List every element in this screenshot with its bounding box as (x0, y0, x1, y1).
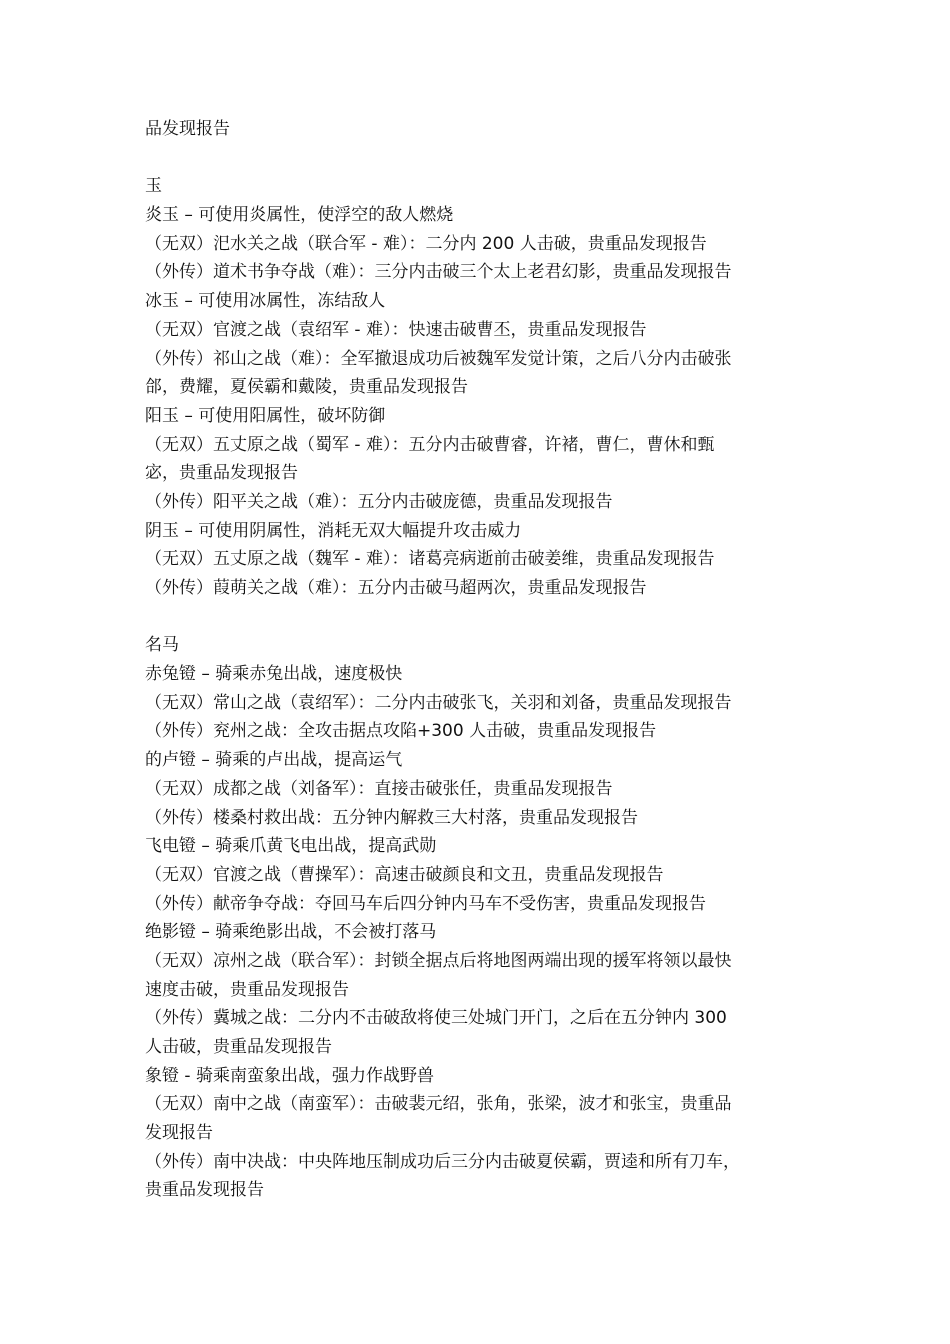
text-line: （无双）官渡之战（曹操军）：高速击破颜良和文丑，贵重品发现报告 (145, 864, 664, 885)
item-title: 阳玉 – 可使用阳属性，破坏防御 (145, 405, 386, 426)
text-line: 贵重品发现报告 (145, 1180, 264, 1201)
text-line: （无双）成都之战（刘备军）：直接击破张任，贵重品发现报告 (145, 778, 613, 799)
text-line: 品发现报告 (145, 119, 230, 139)
text-line: （无双）官渡之战（袁绍军 - 难）：快速击破曹丕，贵重品发现报告 (145, 319, 647, 340)
item-title: 阴玉 – 可使用阴属性，消耗无双大幅提升攻击威力 (145, 520, 522, 541)
text-line: 发现报告 (145, 1123, 213, 1144)
text-line: （外传）葭萌关之战（难）：五分内击破马超两次，贵重品发现报告 (145, 578, 647, 598)
text-line: 速度击破，贵重品发现报告 (145, 979, 349, 1000)
text-line: （外传）冀城之战：二分内不击破敌将使三处城门开门，之后在五分钟内 300 (145, 1008, 727, 1029)
item-title: 冰玉 – 可使用冰属性，冻结敌人 (145, 291, 386, 312)
item-title: 的卢镫 – 骑乘的卢出战，提高运气 (145, 750, 403, 771)
section-heading-jade: 玉 (145, 176, 162, 197)
document-body (145, 115, 813, 1205)
text-line: （无双）汜水关之战（联合军 - 难）：二分内 200 人击破，贵重品发现报告 (145, 233, 707, 254)
text-line: 郃，费耀，夏侯霸和戴陵，贵重品发现报告 (145, 377, 468, 398)
item-title: 绝影镫 – 骑乘绝影出战，不会被打落马 (145, 922, 437, 943)
text-line: （无双）五丈原之战（蜀军 - 难）：五分内击破曹睿，许褚，曹仁，曹休和甄 (145, 434, 715, 455)
item-title: 飞电镫 – 骑乘爪黄飞电出战，提高武勋 (145, 836, 437, 857)
text-line: （外传）祁山之战（难）：全军撤退成功后被魏军发觉计策，之后八分内击破张 (145, 348, 732, 369)
blank-line (145, 603, 813, 632)
text-line: （无双）南中之战（南蛮军）：击破裴元绍，张角，张梁，波才和张宝，贵重品 (145, 1094, 732, 1115)
text-line: （外传）阳平关之战（难）：五分内击破庞德，贵重品发现报告 (145, 491, 613, 512)
text-line: 宓，贵重品发现报告 (145, 463, 298, 484)
item-title: 象镫 - 骑乘南蛮象出战，强力作战野兽 (145, 1065, 434, 1086)
text-line: （无双）五丈原之战（魏军 - 难）：诸葛亮病逝前击破姜维，贵重品发现报告 (145, 549, 715, 570)
text-line: （外传）兖州之战：全攻击据点攻陷+300 人击破，贵重品发现报告 (145, 721, 657, 742)
blank-line (145, 144, 813, 173)
text-line: （外传）献帝争夺战：夺回马车后四分钟内马车不受伤害，贵重品发现报告 (145, 893, 706, 914)
text-line: （无双）凉州之战（联合军）：封锁全据点后将地图两端出现的援军将领以最快 (145, 950, 732, 971)
text-line: （外传）南中决战：中央阵地压制成功后三分内击破夏侯霸，贾逵和所有刀车， (145, 1151, 740, 1172)
text-line: （外传）楼桑村救出战：五分钟内解救三大村落，贵重品发现报告 (145, 807, 638, 828)
text-line: 人击破，贵重品发现报告 (145, 1037, 332, 1057)
item-title: 赤兔镫 – 骑乘赤兔出战，速度极快 (145, 664, 403, 685)
section-heading-horses: 名马 (145, 635, 179, 656)
item-title: 炎玉 – 可使用炎属性，使浮空的敌人燃烧 (145, 205, 454, 226)
text-line: （外传）道术书争夺战（难）：三分内击破三个太上老君幻影，贵重品发现报告 (145, 262, 732, 283)
text-line: （无双）常山之战（袁绍军）：二分内击破张飞，关羽和刘备，贵重品发现报告 (145, 692, 732, 713)
